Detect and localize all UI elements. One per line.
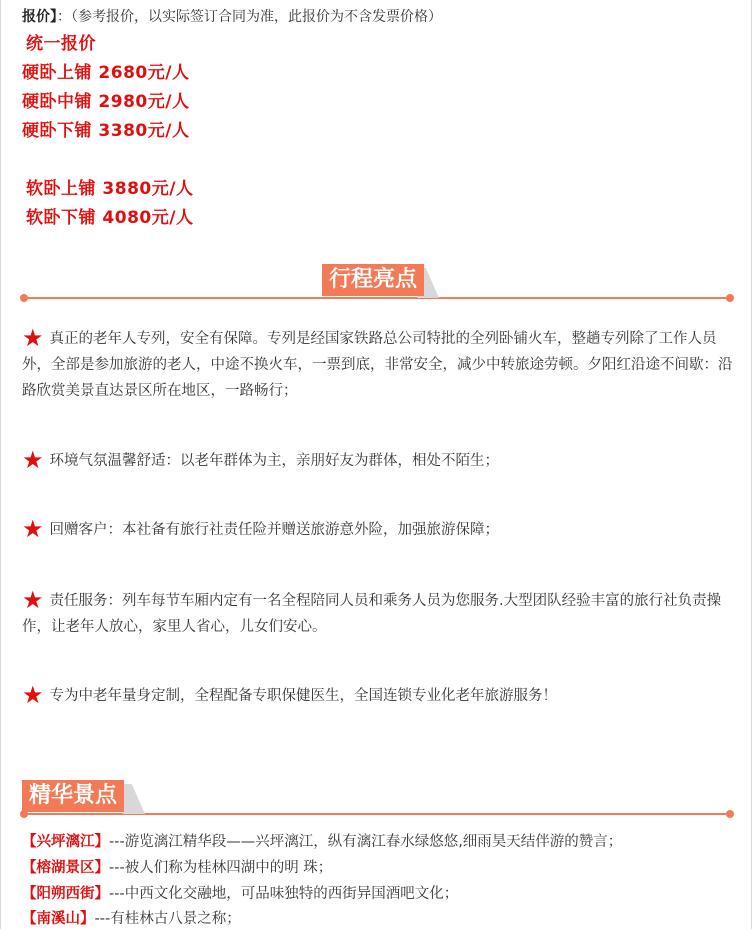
price-hard-middle: 硬卧中铺 2980元/人 [22,92,190,112]
highlight-item [22,517,734,543]
highlights-divider [22,297,732,299]
divider-dot-right [726,810,734,818]
tab-shadow [123,784,145,814]
quote-note [22,6,442,26]
scenic-desc: ---有桂林古八景之称； [94,911,241,927]
quote-text: ：（参考报价，以实际签订合同为准，此报价为不含发票价格） [57,9,442,25]
star-icon: ★ [22,515,44,543]
divider-dot-left [20,294,28,302]
scenic-desc: ---游览漓江精华段——兴坪漓江，纵有漓江春水绿悠悠,细雨昊天结伴游的赞言； [109,834,623,850]
price-heading: 统一报价 [26,34,96,54]
price-hard-lower: 硬卧下铺 3380元/人 [22,121,190,141]
highlight-item [22,588,734,640]
star-icon: ★ [22,586,44,614]
quote-label: 报价】 [22,9,57,25]
scenic-desc: ---被人们称为桂林四湖中的明 珠； [109,860,333,876]
highlight-text: 责任服务：列车每节车厢内定有一名全程陪同人员和乘务人员为您服务.大型团队经验丰富的旅行社负责操作，让老年人放心，家里人省心，儿女们安心。 [22,593,722,635]
divider-dot-right [726,294,734,302]
star-icon: ★ [22,324,44,352]
highlight-item [22,683,734,709]
highlight-item [22,448,734,474]
star-icon: ★ [22,446,44,474]
scenic-name: 【南溪山】 [22,911,95,927]
scenic-name: 【榕湖景区】 [22,860,109,876]
price-soft-lower: 软卧下铺 4080元/人 [26,208,194,228]
scenic-title: 精华景点 [22,780,124,812]
price-hard-upper: 硬卧上铺 2680元/人 [22,63,190,83]
scenic-item [22,830,622,851]
highlight-text: 专为中老年量身定制，全程配备专职保健医生，全国连锁专业化老年旅游服务！ [49,688,558,704]
scenic-name: 【兴坪漓江】 [22,834,109,850]
scenic-desc: ---中西文化交融地，可品味独特的西街异国酒吧文化； [109,886,459,902]
highlight-text: 环境气氛温馨舒适：以老年群体为主，亲朋好友为群体，相处不陌生； [49,453,500,469]
highlight-item [22,326,734,404]
highlight-text: 回赠客户：本社备有旅行社责任险并赠送旅游意外险，加强旅游保障； [49,522,500,538]
scenic-item [22,882,458,903]
highlights-header [22,264,732,304]
scenic-header [22,780,732,820]
scenic-item [22,907,241,928]
scenic-name: 【阳朔西街】 [22,886,109,902]
star-icon: ★ [22,681,44,709]
highlights-title: 行程亮点 [322,264,424,296]
highlight-text: 真正的老年人专列，安全有保障。专列是经国家铁路总公司特批的全列卧铺火车，整趟专列除了工作人员外，全部是参加旅游的老人，中途不换火车，一票到底，非常安全，减少中转旅途劳顿。夕阳红沿途不间歇：沿路欣赏美景直达景区所在地区，一路畅行； [22,331,733,399]
scenic-item [22,856,332,877]
price-soft-upper: 软卧上铺 3880元/人 [26,179,194,199]
